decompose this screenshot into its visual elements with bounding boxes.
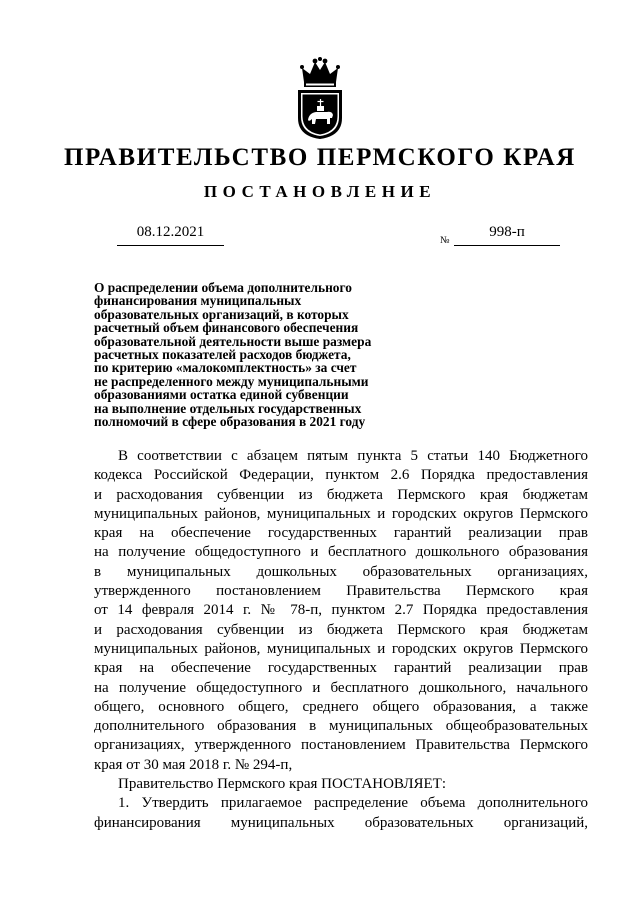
body-line: муниципальных районов, муниципальных и городских округов Пермского [94,640,588,657]
body-line: организациях, утвержденного постановлением Правительства Пермского [94,737,588,754]
date-underline [117,245,224,246]
body-line: края на обеспечение государственных гарантий реализации прав [94,525,588,542]
body-line: дополнительного образования в муниципальных общеобразовательных [94,718,588,735]
body-line: утвержденного постановлением Правительства Пермского края [94,583,588,600]
subject-line: О распределении объема дополнительного [94,280,352,295]
government-title: ПРАВИТЕЛЬСТВО ПЕРМСКОГО КРАЯ [64,144,576,171]
body-line: края на обеспечение государственных гарантий реализации прав [94,660,588,677]
date-field [117,224,224,246]
subject-line: расчетных показателей расходов бюджета, [94,347,351,363]
body-line: Правительство Пермского края ПОСТАНОВЛЯЕТ: [118,776,447,793]
body-line: на получение общедоступного и бесплатного дошкольного образования [94,544,588,561]
subject-line: образовательных организаций, в которых [94,306,349,322]
body-line: муниципальных районов, муниципальных и городских округов Пермского [94,505,588,522]
number-sign: № [440,235,450,246]
number-underline [454,245,560,246]
document-date: 08.12.2021 [136,224,205,240]
document-subject [94,281,434,428]
body-line: кодекса Российской Федерации, пунктом 2.6 Порядка предоставления [94,467,588,484]
subject-line: на выполнение отдельных государственных [94,400,362,416]
body-line: в муниципальных дошкольных образовательных организациях, [94,563,588,580]
coat-of-arms-icon [296,56,344,140]
body-line: и расходования субвенции из бюджета Пермского края бюджетам [94,621,588,638]
body-line: от 14 февраля 2014 г. № 78-п, пунктом 2.7 Порядка предоставления [94,602,588,619]
document-type: ПОСТАНОВЛЕНИЕ [203,182,437,201]
subject-line: по критерию «малокомплектность» за счет [94,360,357,376]
body-line: на получение общедоступного и бесплатного дошкольного, начального [94,679,588,696]
body-line: края от 30 мая 2018 г. № 294-п, [94,756,293,773]
subject-line: полномочий в сфере образования в 2021 году [94,414,366,430]
subject-line: финансирования муниципальных [94,293,302,309]
body-line: и расходования субвенции из бюджета Пермского края бюджетам [94,486,588,503]
subject-line: образовательной деятельности выше размера [94,333,372,349]
body-line: общего, основного общего, среднего общего образования, а также [94,698,588,715]
body-line: финансирования муниципальных образовательных организаций, [94,814,588,831]
document-number: 998-п [489,224,525,240]
subject-line: расчетный объем финансового обеспечения [94,320,359,336]
document-body [94,447,588,833]
subject-line: не распределенного между муниципальными [94,373,369,389]
subject-line: образованиями остатка единой субвенции [94,387,349,403]
body-line: 1. Утвердить прилагаемое распределение объема дополнительного [118,795,588,812]
body-line: В соответствии с абзацем пятым пункта 5 статьи 140 Бюджетного [118,448,588,464]
